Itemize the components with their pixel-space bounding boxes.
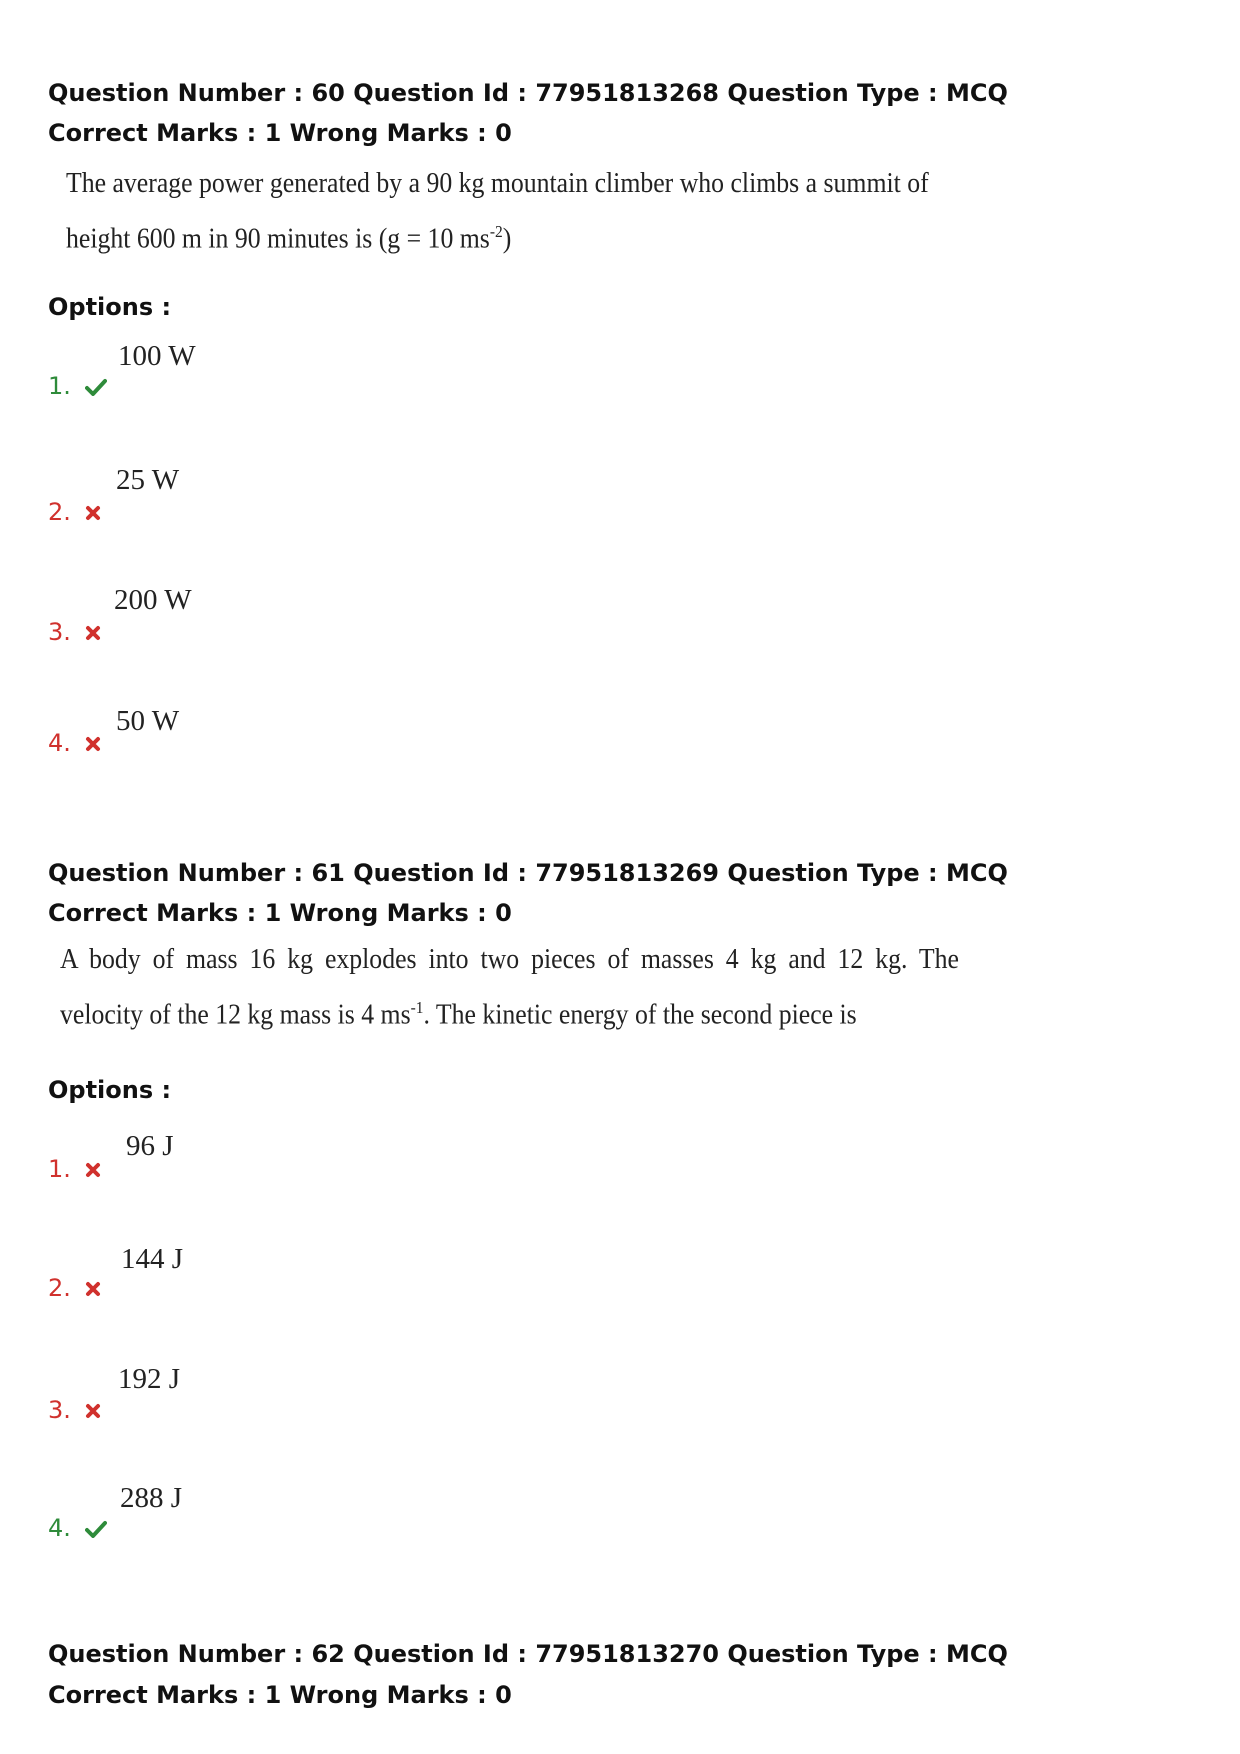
question-text-part: . The kinetic energy of the second piece is bbox=[423, 999, 857, 1031]
question-text-part: height 600 m in 90 minutes is (g = 10 ms bbox=[66, 223, 490, 255]
option-value: 25 W bbox=[116, 464, 180, 496]
option-value: 96 J bbox=[126, 1130, 174, 1162]
question-header: Question Number : 61 Question Id : 77951813269 Question Type : MCQ bbox=[48, 859, 1008, 887]
superscript: -1 bbox=[410, 998, 424, 1017]
superscript: -2 bbox=[489, 222, 503, 241]
check-icon bbox=[85, 378, 107, 396]
marks-header: Correct Marks : 1 Wrong Marks : 0 bbox=[48, 1681, 512, 1709]
question-text-part: ) bbox=[502, 223, 512, 255]
cross-icon bbox=[85, 625, 101, 641]
option-number bbox=[48, 729, 101, 757]
option-number bbox=[48, 1396, 101, 1424]
question-header: Question Number : 62 Question Id : 77951813270 Question Type : MCQ bbox=[48, 1640, 1008, 1668]
option-number-label: 2. bbox=[48, 1274, 71, 1302]
question-header: Question Number : 60 Question Id : 77951813268 Question Type : MCQ bbox=[48, 79, 1008, 107]
option-number-label: 1. bbox=[48, 372, 71, 400]
cross-icon bbox=[85, 505, 101, 521]
option-value: 288 J bbox=[120, 1482, 183, 1514]
marks-header: Correct Marks : 1 Wrong Marks : 0 bbox=[48, 119, 512, 147]
question-text-line: The average power generated by a 90 kg mountain climber who climbs a summit of bbox=[66, 168, 929, 199]
option-value: 200 W bbox=[114, 584, 192, 616]
option-number-label: 3. bbox=[48, 618, 71, 646]
option-number bbox=[48, 1155, 101, 1183]
options-label: Options : bbox=[48, 1076, 172, 1104]
options-label: Options : bbox=[48, 293, 172, 321]
option-number bbox=[48, 498, 101, 526]
option-number bbox=[48, 372, 107, 400]
question-text-line bbox=[66, 222, 511, 255]
option-number bbox=[48, 1274, 101, 1302]
cross-icon bbox=[85, 1162, 101, 1178]
cross-icon bbox=[85, 1281, 101, 1297]
option-number bbox=[48, 618, 101, 646]
cross-icon bbox=[85, 736, 101, 752]
option-value: 144 J bbox=[121, 1243, 184, 1275]
marks-header: Correct Marks : 1 Wrong Marks : 0 bbox=[48, 899, 512, 927]
option-value: 50 W bbox=[116, 705, 180, 737]
option-number-label: 1. bbox=[48, 1155, 71, 1183]
question-text-line: A body of mass 16 kg explodes into two pieces of masses 4 kg and 12 kg. The bbox=[60, 944, 959, 975]
option-number-label: 4. bbox=[48, 729, 71, 757]
option-number-label: 3. bbox=[48, 1396, 71, 1424]
option-value: 192 J bbox=[118, 1363, 181, 1395]
check-icon bbox=[85, 1520, 107, 1538]
question-text-part: velocity of the 12 kg mass is 4 ms bbox=[60, 999, 411, 1031]
option-value: 100 W bbox=[118, 340, 196, 372]
question-text-line bbox=[60, 998, 857, 1031]
option-number-label: 4. bbox=[48, 1514, 71, 1542]
cross-icon bbox=[85, 1403, 101, 1419]
option-number bbox=[48, 1514, 107, 1542]
option-number-label: 2. bbox=[48, 498, 71, 526]
